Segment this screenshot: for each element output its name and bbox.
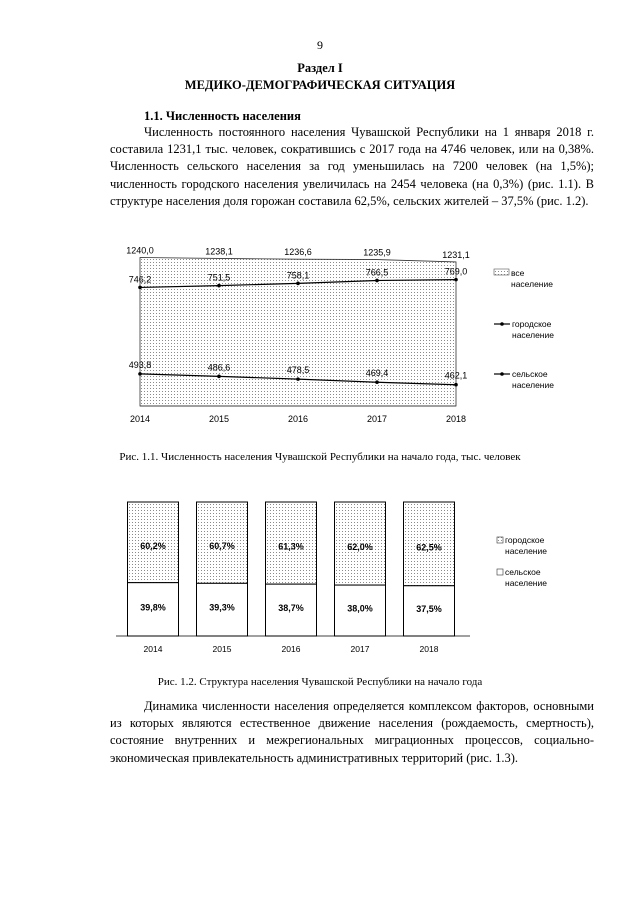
data-label-total: 1236,6 <box>284 247 312 258</box>
data-label-total: 1238,1 <box>205 246 233 257</box>
x-tick-label: 2017 <box>366 414 388 424</box>
data-label-urban: 758,1 <box>286 270 310 281</box>
bar-label-urban: 60,7% <box>209 541 235 552</box>
x-tick-label: 2015 <box>208 414 230 424</box>
x-tick-label: 2018 <box>445 414 467 424</box>
data-label-urban: 751,5 <box>207 272 231 283</box>
data-label-urban: 746,2 <box>128 274 152 285</box>
section-title: МЕДИКО-ДЕМОГРАФИЧЕСКАЯ СИТУАЦИЯ <box>184 78 456 92</box>
data-label-rural: 462,1 <box>444 370 468 381</box>
legend-label-rural: население <box>505 578 547 588</box>
legend-label-rural: население <box>512 380 554 390</box>
data-label-total: 1240,0 <box>126 245 154 256</box>
population-structure-chart <box>108 495 588 660</box>
section-label: Раздел I <box>297 61 343 75</box>
legend-label-rural: сельское <box>512 369 548 379</box>
legend-marker-urban <box>500 322 504 326</box>
data-label-urban: 769,0 <box>444 266 468 277</box>
point-городское-население-2014 <box>138 286 142 290</box>
x-tick-label: 2018 <box>419 644 439 654</box>
section-heading <box>0 60 640 94</box>
x-tick-label: 2015 <box>212 644 232 654</box>
legend-label-total: все <box>511 268 525 278</box>
x-tick-label: 2016 <box>287 414 309 424</box>
legend-label-urban: население <box>505 546 547 556</box>
subsection-title: 1.1. Численность населения <box>144 109 301 123</box>
bar-label-urban: 61,3% <box>278 541 304 552</box>
legend-label-urban: население <box>512 330 554 340</box>
data-label-total: 1231,1 <box>442 249 470 260</box>
bar-label-urban: 60,2% <box>140 540 166 551</box>
paragraph-1: Численность постоянного населения Чувашской Республики на 1 января 2018 г. составила 1231,1 тыс. человек, сократившись с 2017 года на 4746 человек, или на 0,38%. Численность сельского населения за год уменьшилась на 7200 человек (на 1,5%); численность городского населения увеличилась на 2454 человека (на 0,3%) (рис. 1.1). В структуре населения доля горожан составила 62,5%, сельских жителей – 37,5% (рис. 1.2). <box>110 125 594 208</box>
x-tick-label: 2014 <box>129 414 151 424</box>
data-label-rural: 478,5 <box>286 365 310 376</box>
bar-label-rural: 37,5% <box>416 603 442 614</box>
bar-label-rural: 38,0% <box>347 603 373 614</box>
point-городское-население-2016 <box>296 282 300 286</box>
point-сельское-население-2015 <box>217 375 221 379</box>
point-сельское-население-2018 <box>454 383 458 387</box>
data-label-urban: 766,5 <box>365 267 389 278</box>
legend-label-urban: городское <box>505 535 545 545</box>
point-сельское-население-2016 <box>296 377 300 381</box>
point-городское-население-2017 <box>375 279 379 283</box>
point-сельское-население-2014 <box>138 372 142 376</box>
legend-label-total: население <box>511 279 553 289</box>
legend-label-rural: сельское <box>505 567 541 577</box>
legend-marker-rural <box>500 372 504 376</box>
legend-label-urban: городское <box>512 319 552 329</box>
legend-swatch-rural <box>497 569 503 575</box>
figure-1-caption: Рис. 1.1. Численность населения Чувашской Республики на начало года, тыс. человек <box>119 451 521 463</box>
bar-label-rural: 39,8% <box>140 602 166 613</box>
bar-label-urban: 62,0% <box>347 542 373 553</box>
data-label-rural: 486,6 <box>207 362 231 373</box>
data-label-total: 1235,9 <box>363 247 391 258</box>
data-label-rural: 469,4 <box>365 368 389 379</box>
data-label-rural: 493,8 <box>128 359 152 370</box>
population-line-chart <box>108 238 588 433</box>
bar-label-rural: 38,7% <box>278 603 304 614</box>
legend-swatch-total <box>494 269 509 275</box>
point-городское-население-2018 <box>454 278 458 282</box>
x-tick-label: 2017 <box>350 644 370 654</box>
bar-label-rural: 39,3% <box>209 602 235 613</box>
x-tick-label: 2016 <box>281 644 301 654</box>
point-сельское-население-2017 <box>375 380 379 384</box>
paragraph-2: Динамика численности населения определяется комплексом факторов, основными из которых являются естественное движение населения (рождаемость, смертность), состояние внутренних и межрегиональных миграционных процессов, социально-экономическая привлекательность административных территорий (рис. 1.3). <box>110 699 594 765</box>
point-городское-население-2015 <box>217 284 221 288</box>
legend-swatch-urban <box>497 537 503 543</box>
page-number: 9 <box>317 38 323 52</box>
bar-label-urban: 62,5% <box>416 542 442 553</box>
x-tick-label: 2014 <box>143 644 163 654</box>
figure-2-caption: Рис. 1.2. Структура населения Чувашской Республики на начало года <box>157 676 483 688</box>
